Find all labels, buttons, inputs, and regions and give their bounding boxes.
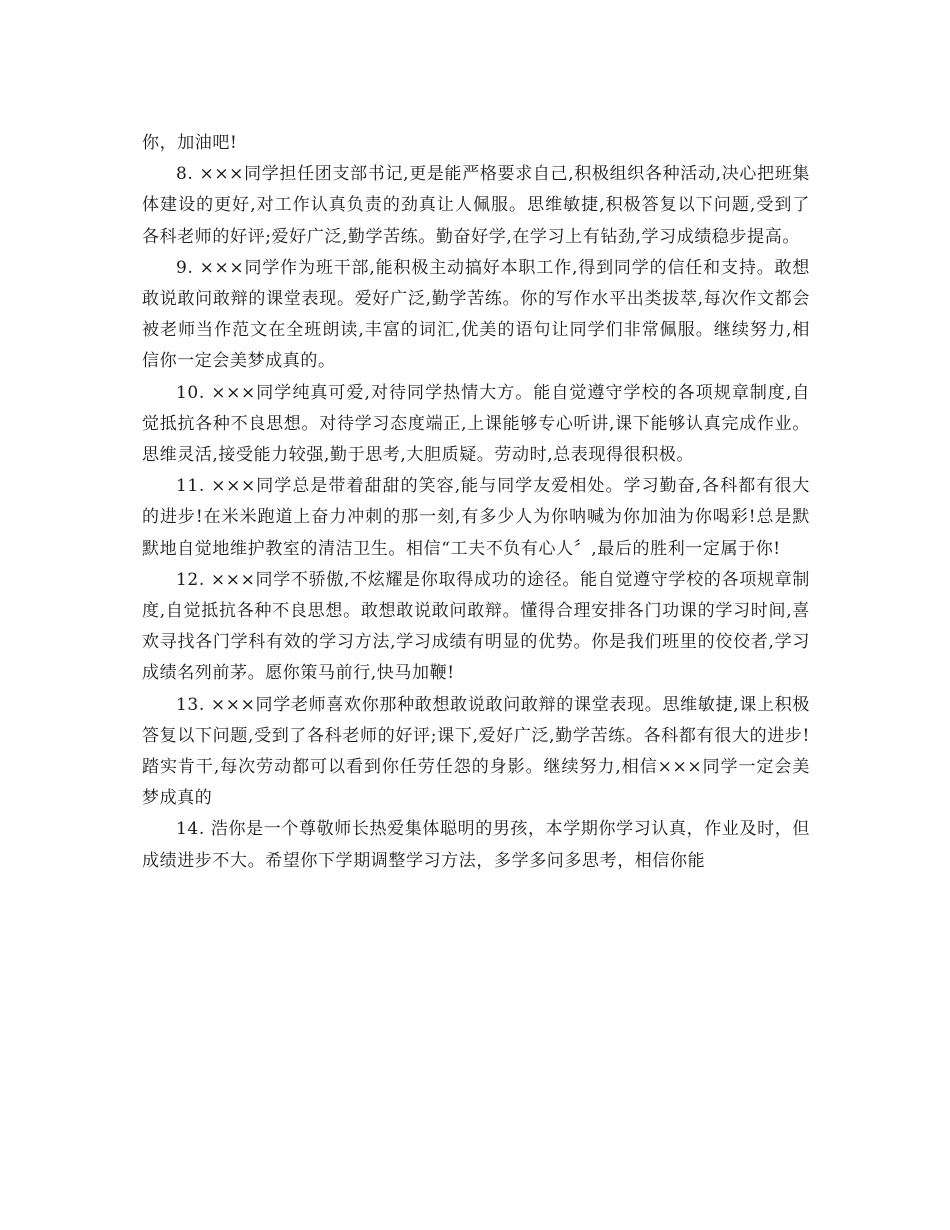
document-body [142,128,810,877]
paragraph-comment-8: 8. ×××同学担任团支部书记,更是能严格要求自己,积极组织各种活动,决心把班集体建设的更好,对工作认真负责的劲真让人佩服。思维敏捷,积极答复以下问题,受到了各科老师的好评;爱好广泛,勤学苦练。勤奋好学,在学习上有钻劲,学习成绩稳步提高。 [142,164,810,247]
paragraph-comment-11: 11. ×××同学总是带着甜甜的笑容,能与同学友爱相处。学习勤奋,各科都有很大的进步!在米米跑道上奋力冲刺的那一刻,有多少人为你呐喊为你加油为你喝彩!总是默默地自觉地维护教室的清洁卫生。相信“工夫不负有心人〞,最后的胜利一定属于你! [142,476,810,559]
paragraph-comment-13: 13. ×××同学老师喜欢你那种敢想敢说敢问敢辩的课堂表现。思维敏捷,课上积极答复以下问题,受到了各科老师的好评;课下,爱好广泛,勤学苦练。各科都有很大的进步!踏实肯干,每次劳动都可以看到你任劳任怨的身影。继续努力,相信×××同学一定会美梦成真的 [142,694,810,809]
paragraph-comment-9: 9. ×××同学作为班干部,能积极主动搞好本职工作,得到同学的信任和支持。敢想敢说敢问敢辩的课堂表现。爱好广泛,勤学苦练。你的写作水平出类拔萃,每次作文都会被老师当作范文在全班朗读,丰富的词汇,优美的语句让同学们非常佩服。继续努力,相信你一定会美梦成真的。 [142,257,810,372]
paragraph-comment-14: 14. 浩你是一个尊敬师长热爱集体聪明的男孩，本学期你学习认真，作业及时，但成绩进步不大。希望你下学期调整学习方法，多学多问多思考，相信你能 [142,819,810,871]
paragraph-comment-12: 12. ×××同学不骄傲,不炫耀是你取得成功的途径。能自觉遵守学校的各项规章制度,自觉抵抗各种不良思想。敢想敢说敢问敢辩。懂得合理安排各门功课的学习时间,喜欢寻找各门学科有效的学习方法,学习成绩有明显的优势。你是我们班里的佼佼者,学习成绩名列前茅。愿你策马前行,快马加鞭! [142,569,810,684]
paragraph-continuation: 你，加油吧! [142,133,238,153]
paragraph-comment-10: 10. ×××同学纯真可爱,对待同学热情大方。能自觉遵守学校的各项规章制度,自觉抵抗各种不良思想。对待学习态度端正,上课能够专心听讲,课下能够认真完成作业。思维灵活,接受能力较强,勤于思考,大胆质疑。劳动时,总表现得很积极。 [142,382,810,466]
